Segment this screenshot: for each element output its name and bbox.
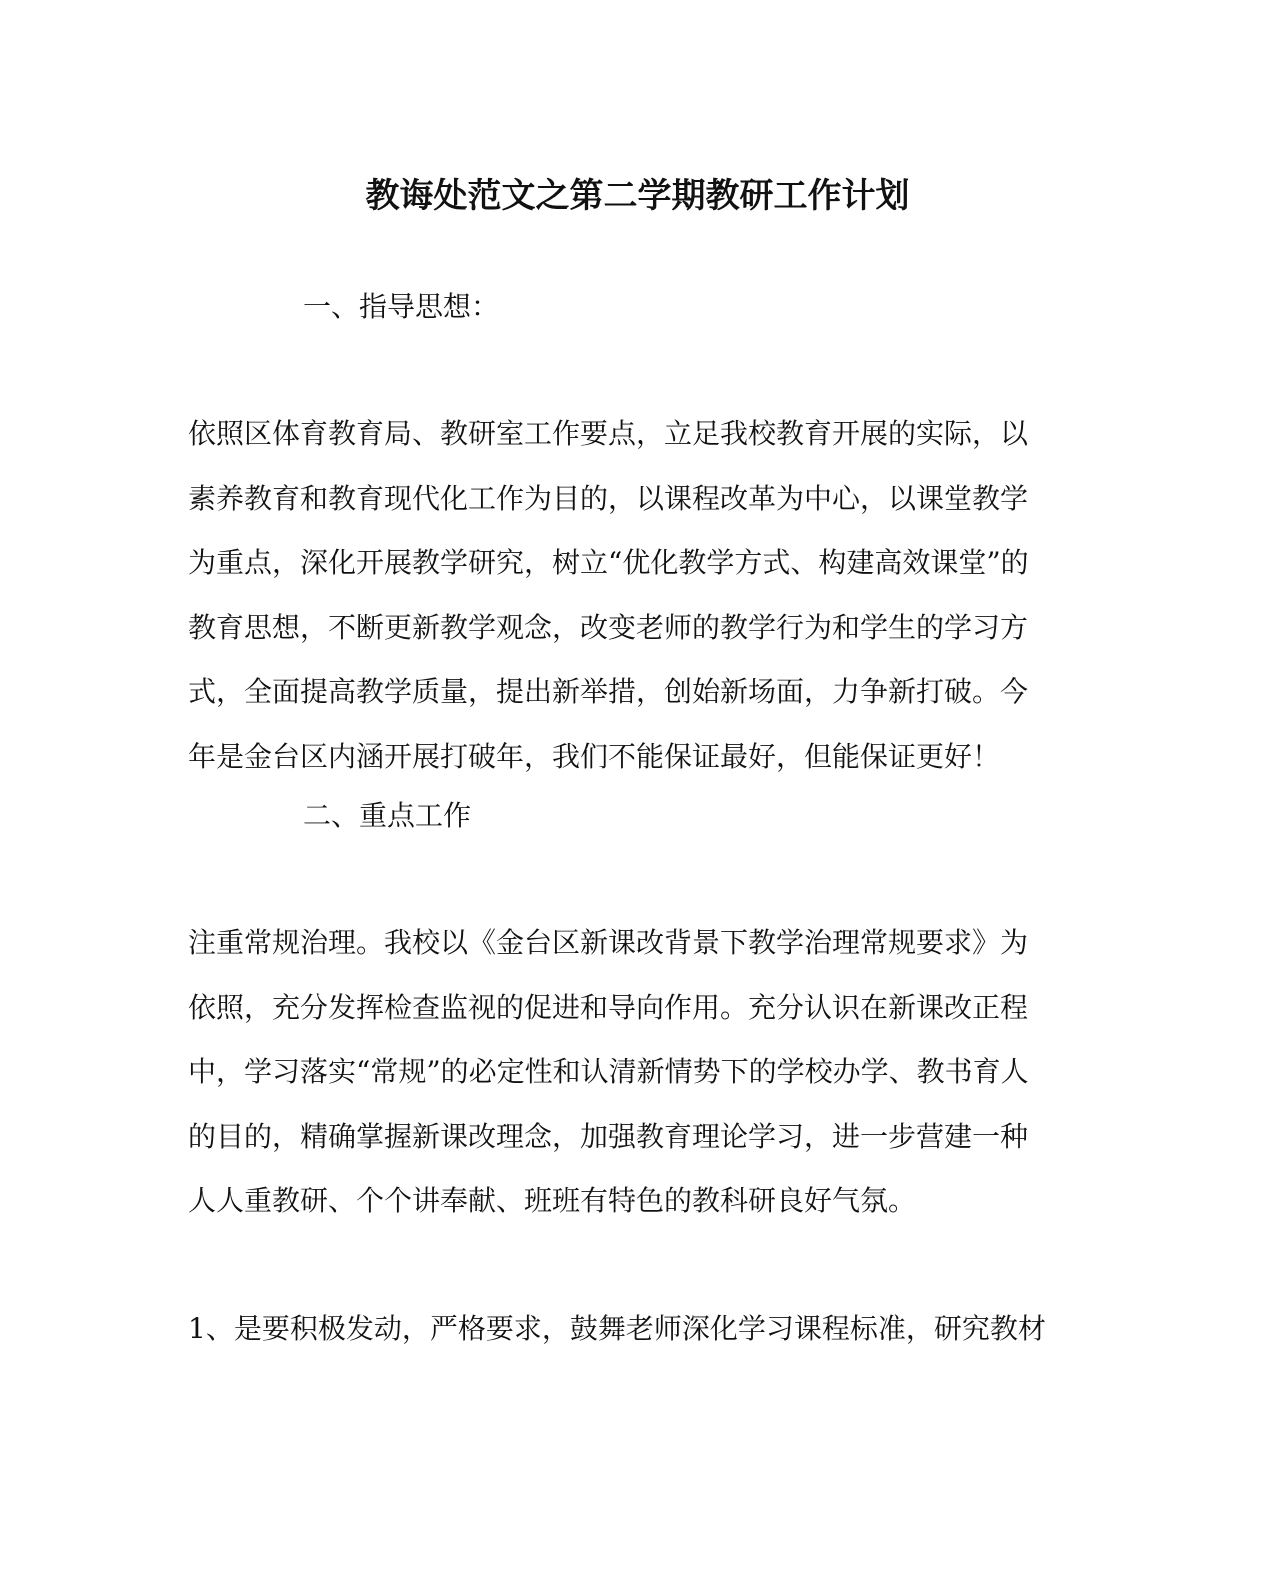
paragraph-routine-management (188, 923, 1068, 1246)
text-line: 素养教育和教育现代化工作为目的，以课程改革为中心，以课堂教学 (188, 481, 1029, 515)
text-line: 1、是要积极发动，严格要求，鼓舞老师深化学习课程标准，研究教材 (188, 1312, 1046, 1345)
text-line: 人人重教研、个个讲奉献、班班有特色的教科研良好气氛。 (188, 1184, 917, 1217)
text-line: 年是金台区内涵开展打破年，我们不能保证最好，但能保证更好！ (188, 739, 1001, 773)
text-line: 式，全面提高教学质量，提出新举措，创始新场面，力争新打破。今 (188, 675, 1029, 708)
paragraph-guiding-thought (188, 414, 1068, 801)
paragraph-item-1 (188, 1309, 1068, 1374)
text-line: 依照，充分发挥检查监视的促进和导向作用。充分认识在新课改正程 (188, 990, 1029, 1024)
section-heading-guiding-thought: 一、指导思想： (303, 290, 500, 323)
text-line: 为重点，深化开展教学研究，树立“优化教学方式、构建高效课堂”的 (188, 546, 1029, 579)
text-line: 教育思想，不断更新教学观念，改变老师的教学行为和学生的学习方 (188, 610, 1029, 644)
text-line: 中，学习落实“常规”的必定性和认清新情势下的学校办学、教书育人 (188, 1055, 1029, 1088)
text-line: 依照区体育教育局、教研室工作要点，立足我校教育开展的实际，以 (188, 417, 1029, 450)
document-title: 教诲处范文之第二学期教研工作计划 (365, 176, 910, 216)
text-line: 的目的，精确掌握新课改理念，加强教育理论学习，进一步营建一种 (188, 1119, 1029, 1153)
text-line: 注重常规治理。我校以《金台区新课改背景下教学治理常规要求》为 (188, 926, 1029, 959)
section-heading-key-work: 二、重点工作 (303, 799, 472, 832)
